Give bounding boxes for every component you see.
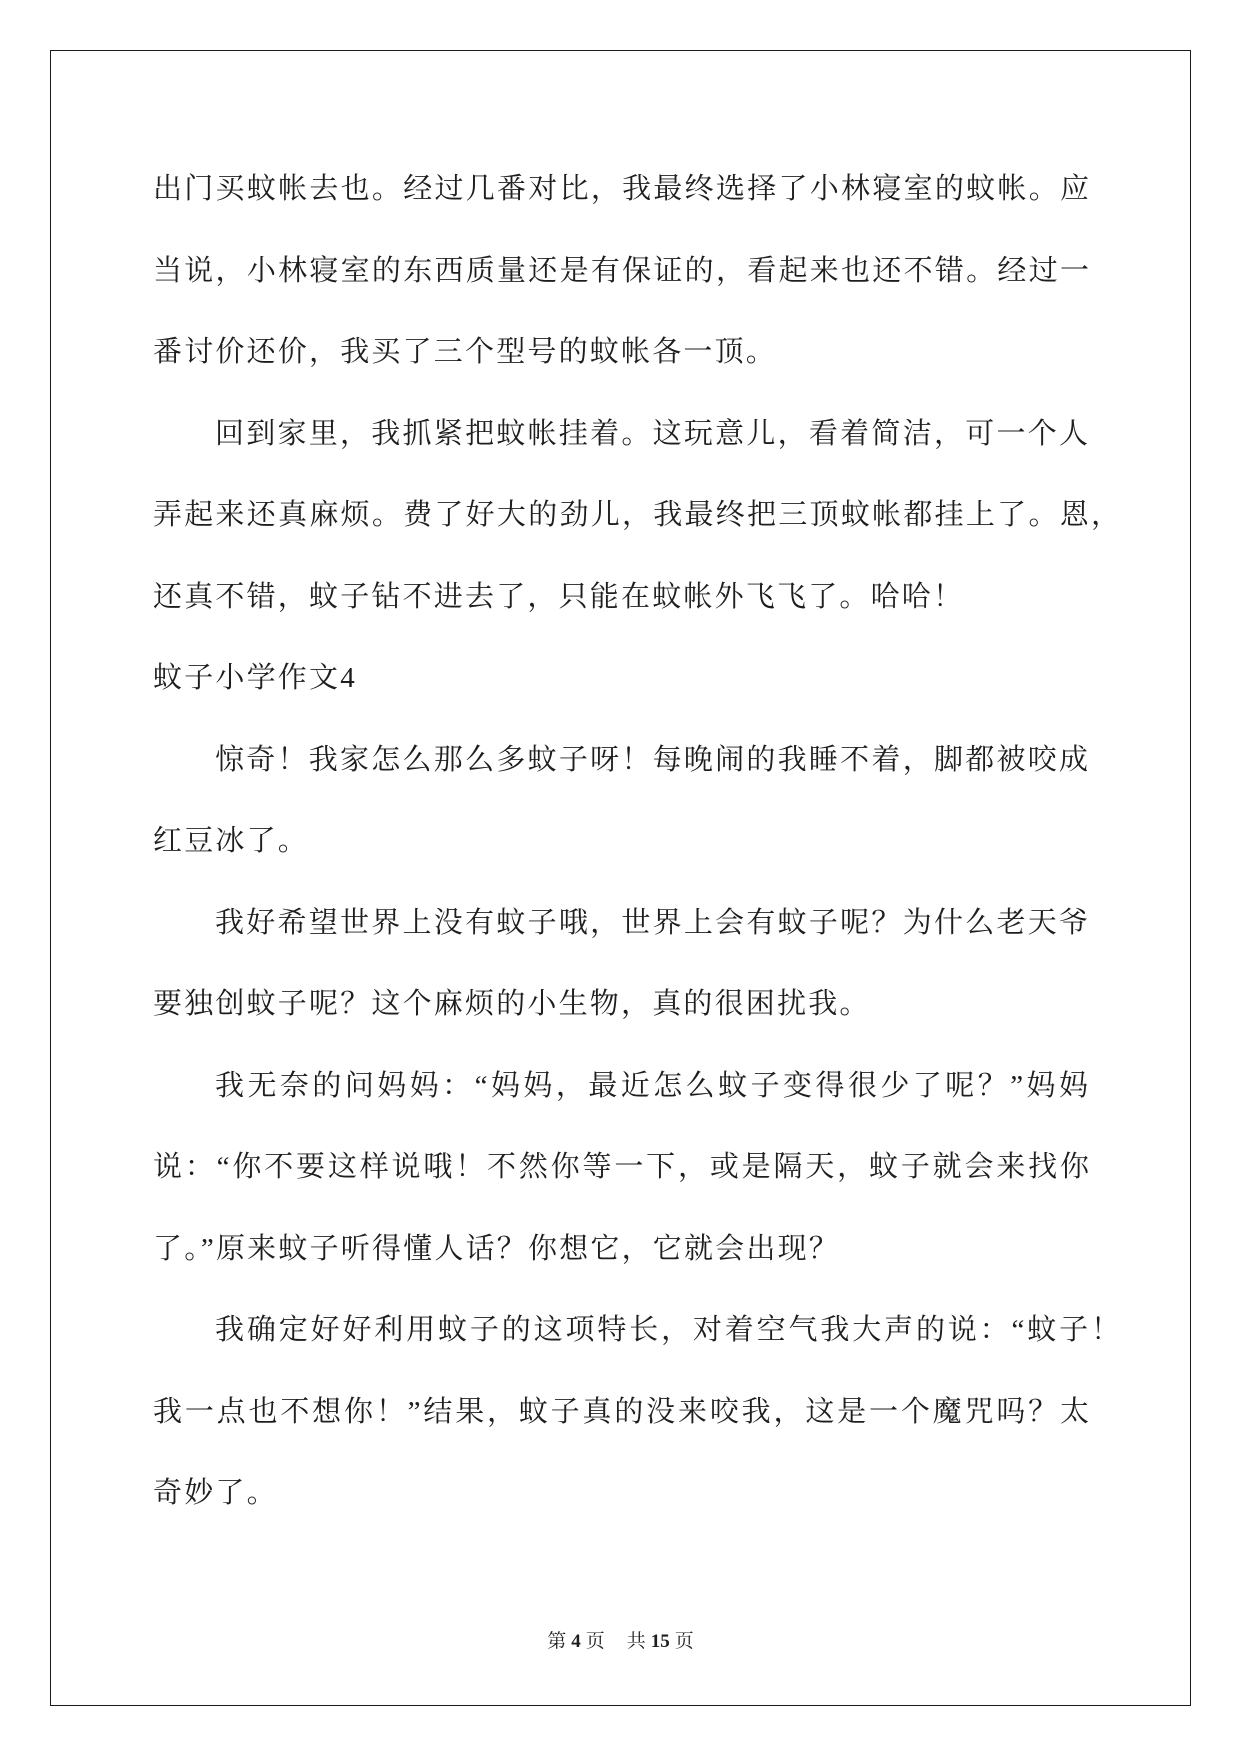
- current-page-number: 4: [571, 1631, 581, 1652]
- page-label-suffix: 页: [585, 1631, 605, 1652]
- page-label-prefix: 第: [547, 1631, 567, 1652]
- paragraph-line: 我确定好好利用蚊子的这项特长，对着空气我大声的说：“蚊子！: [215, 1314, 1123, 1346]
- paragraph-line: 惊奇！我家怎么那么多蚊子呀！每晚闹的我睡不着，脚都被咬成: [215, 743, 1091, 776]
- paragraph: [153, 720, 1120, 883]
- paragraph-line: 出门买蚊帐去也。经过几番对比，我最终选择了小林寝室的蚊帐。应: [153, 173, 1092, 205]
- paragraph: [153, 1046, 1120, 1291]
- paragraph-line: 回到家里，我抓紧把蚊帐挂着。这玩意儿，看着简洁，可一个人: [215, 417, 1091, 450]
- paragraph-line: 了。”原来蚊子听得懂人话？你想它，它就会出现？: [153, 1232, 840, 1265]
- total-label-suffix: 页: [674, 1631, 694, 1652]
- paragraph-line: 番讨价还价，我买了三个型号的蚊帐各一顶。: [153, 336, 778, 368]
- paragraph-line: 要独创蚊子呢？这个麻烦的小生物，真的很困扰我。: [153, 988, 871, 1020]
- paragraph: [153, 883, 1120, 1046]
- total-label-prefix: 共: [626, 1631, 646, 1652]
- document-body: [153, 149, 1123, 1535]
- paragraph: [153, 1290, 1123, 1535]
- essay-title: 蚊子小学作文4: [153, 662, 357, 694]
- page-footer: [0, 1629, 1241, 1655]
- paragraph-line: 我一点也不想你！”结果，蚊子真的没来咬我，这是一个魔咒吗？太: [153, 1395, 1092, 1428]
- paragraph-line: 奇妙了。: [153, 1477, 278, 1509]
- paragraph-line: 我无奈的问妈妈：“妈妈，最近怎么蚊子变得很少了呢？”妈妈: [215, 1069, 1092, 1102]
- paragraph-line: 还真不错，蚊子钻不进去了，只能在蚊帐外飞飞了。哈哈！: [153, 580, 965, 613]
- paragraph-line: 我好希望世界上没有蚊子哦，世界上会有蚊子呢？为什么老天爷: [215, 906, 1091, 939]
- paragraph-line: 当说，小林寝室的东西质量还是有保证的，看起来也还不错。经过一: [153, 254, 1092, 287]
- paragraph-line: 红豆冰了。: [153, 825, 310, 857]
- paragraph-line: 说：“你不要这样说哦！不然你等一下，或是隔天，蚊子就会来找你: [153, 1151, 1092, 1183]
- paragraph: [153, 149, 1120, 394]
- total-pages-number: 15: [650, 1631, 670, 1652]
- paragraph-line: 弄起来还真麻烦。费了好大的劲儿，我最终把三顶蚊帐都挂上了。恩，: [153, 499, 1123, 531]
- paragraph: [153, 394, 1123, 639]
